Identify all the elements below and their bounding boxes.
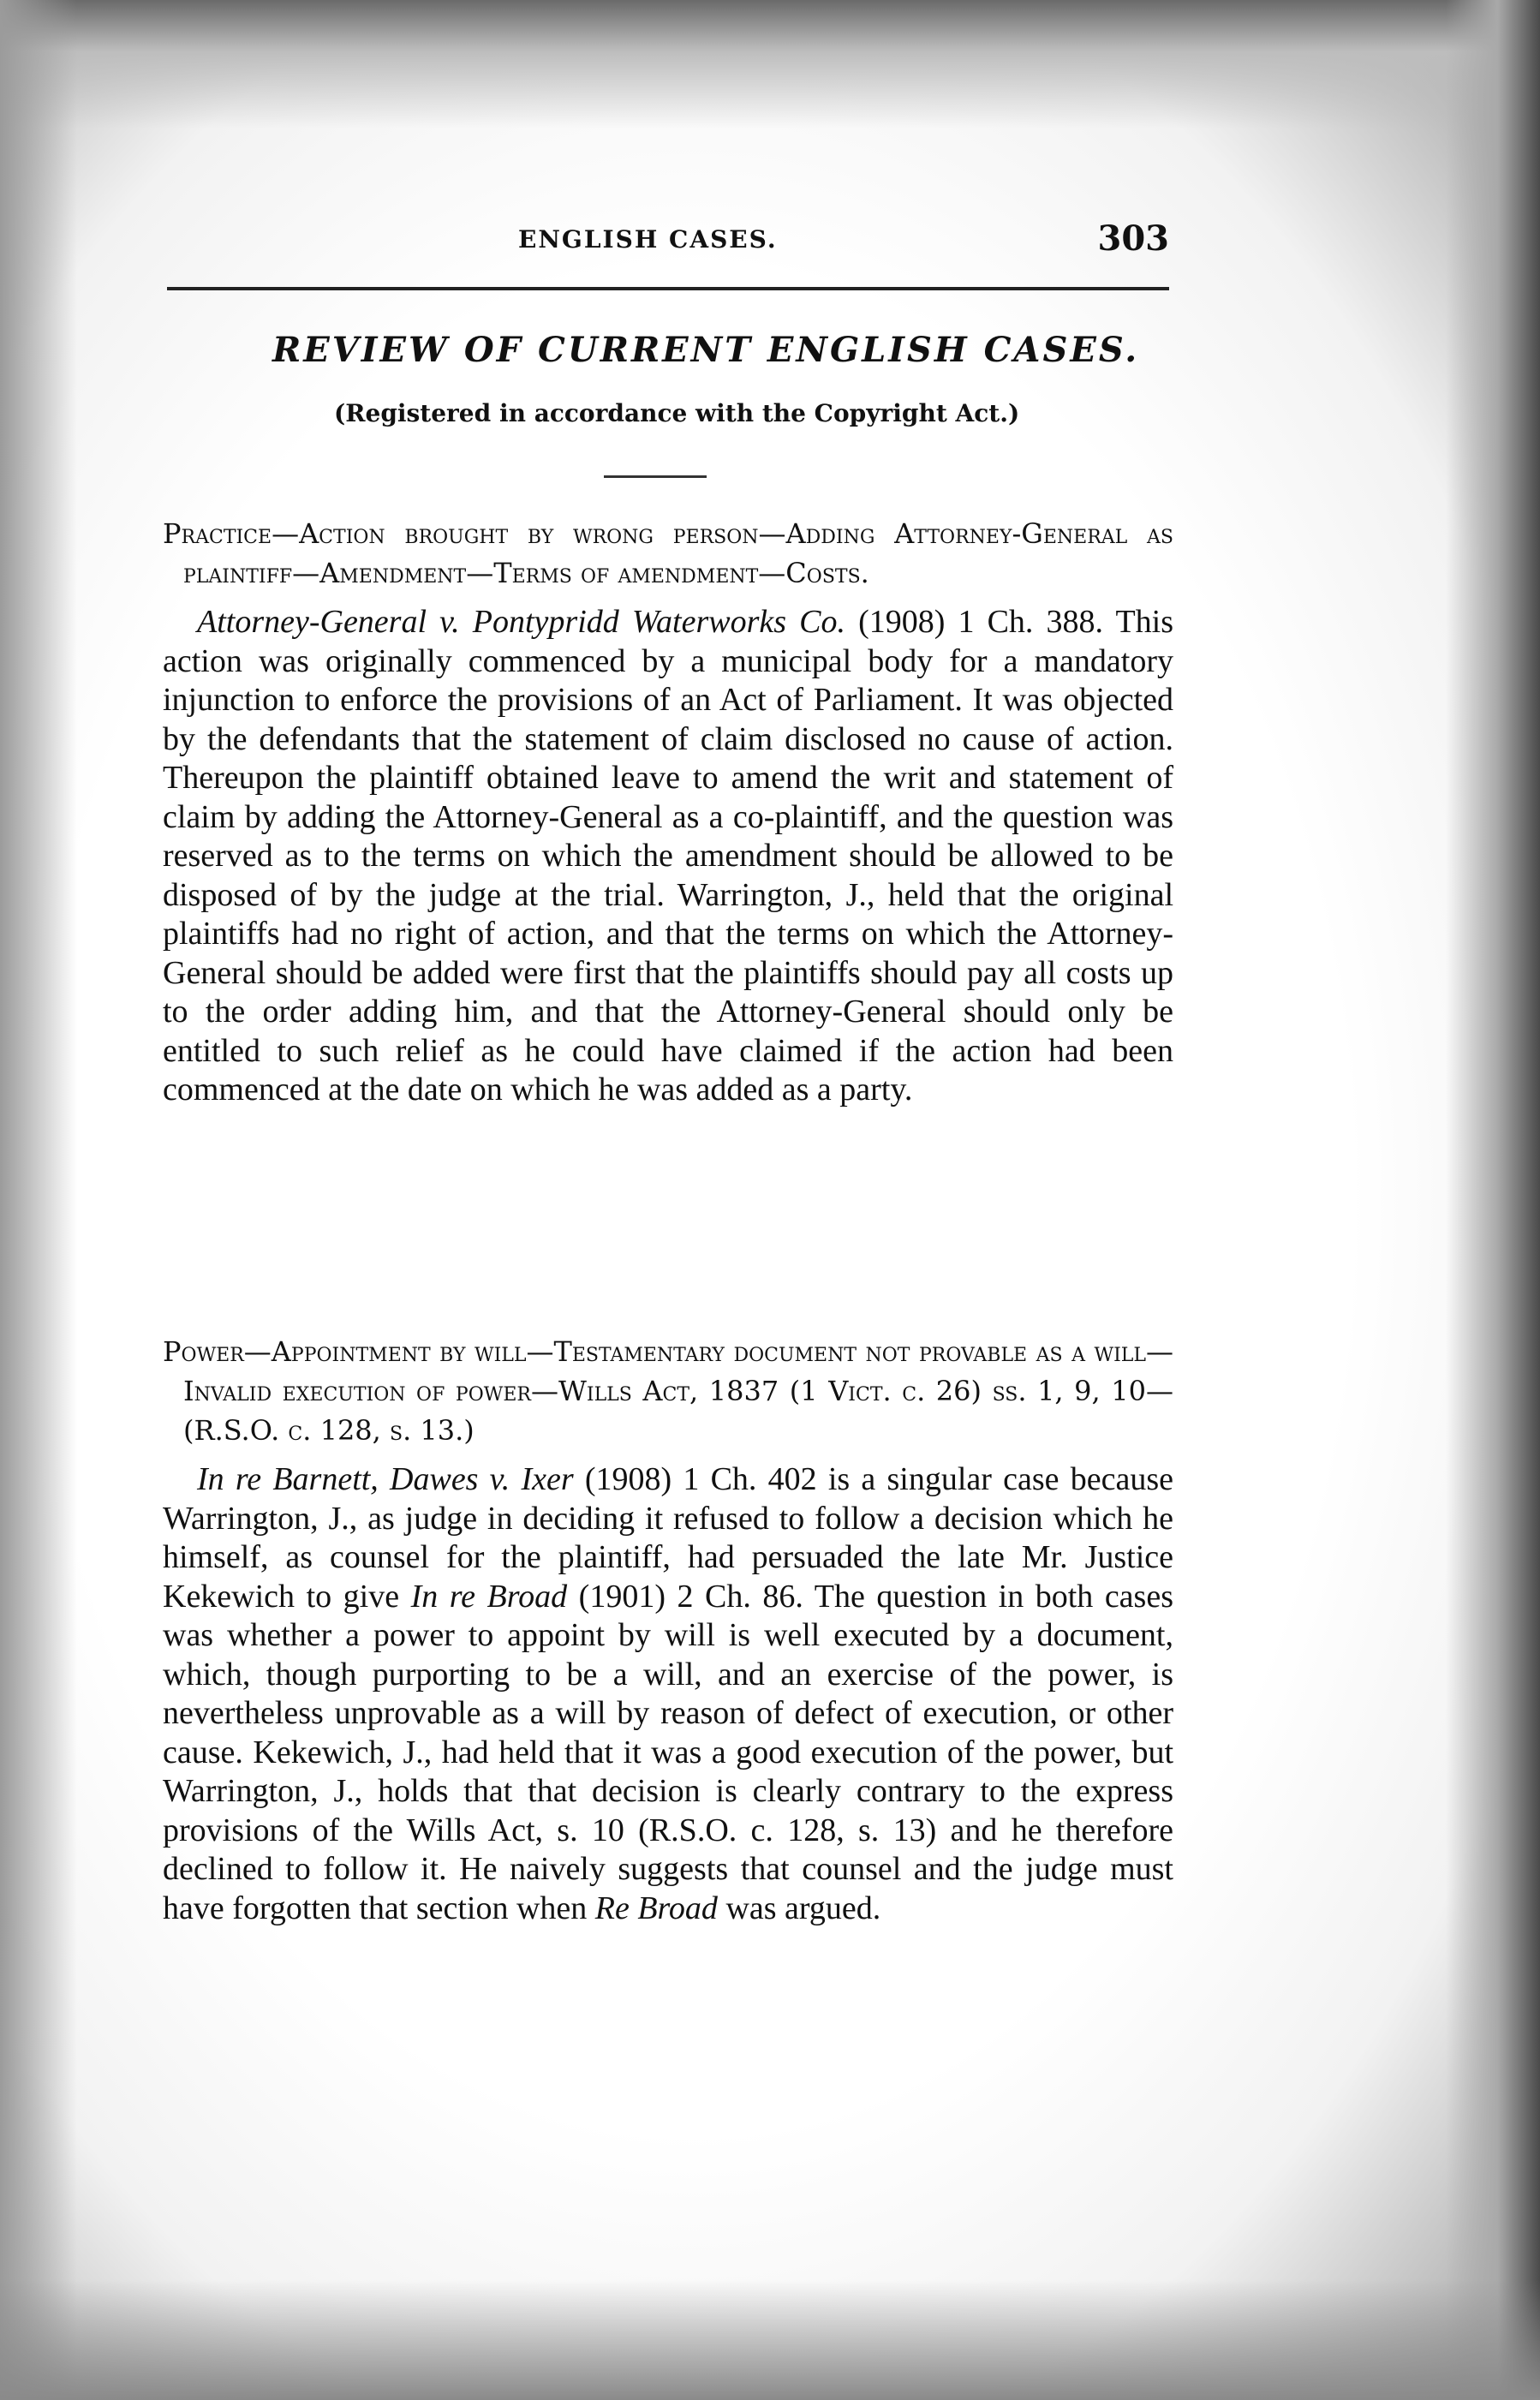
page-number: 303 — [1097, 218, 1169, 259]
section-title: REVIEW OF CURRENT ENGLISH CASES. — [272, 330, 1140, 370]
scan-shadow-top — [0, 0, 1540, 128]
case-entry — [163, 1332, 1173, 1928]
case-text: was argued. — [717, 1890, 881, 1926]
case-name: Attorney-General v. Pontypridd Waterworks Co. — [197, 604, 845, 640]
case-headnote: Power—Appointment by will—Testamentary document not provable as a will—Invalid execution of power—Wills Act, 1837 (1 Vict. c. 26) ss. 1, 9, 10—(R.S.O. c. 128, s. 13.) — [163, 1335, 1173, 1447]
scan-shadow-right — [1446, 0, 1540, 2400]
copyright-note: (Registered in accordance with the Copyright Act.) — [334, 399, 1020, 427]
case-entry — [163, 514, 1173, 1110]
header-rule — [167, 287, 1169, 290]
case-text: (1901) 2 Ch. 86. The question in both cases was whether a power to appoint by will is well executed by a document, which, though purporting to be a will, and an exercise of the power, is nevertheless unprovable as a will by reason of defect of execution, or other cause. Kekewich, J., had held that it was a good execution of the power, but Warrington, J., holds that that decision is clearly contrary to the express provisions of the Wills Act, s. 10 (R.S.O. c. 128, s. 13) and he therefore declined to follow it. He naively suggests that counsel and the judge must have forgotten that section when — [163, 1578, 1173, 1926]
case-name: In re Barnett, Dawes v. Ixer — [197, 1461, 574, 1497]
case-text: is a singular case because Warrington, J., as judge in deciding it refused to follow a decision which he himself, as counsel for the plaintiff, had persuaded the late Mr. Justice Kekewich to give — [163, 1461, 1174, 1615]
cited-case-name: In re Broad — [410, 1578, 568, 1615]
case-headnote: Practice—Action brought by wrong person—Adding Attorney-General as plaintiff—Amendment—Terms of amendment—Costs. — [163, 517, 1173, 589]
running-head — [167, 218, 1169, 270]
case-text: This action was originally commenced by a municipal body for a mandatory injunction to enforce the provisions of an Act of Parliament. It was objected by the defendants that the statement of claim disclosed no cause of action. Thereupon the plaintiff obtained leave to amend the writ and statement of claim by adding the Attorney-General as a co-plaintiff, and the question was reserved as to the terms on which the amendment should be allowed to be disposed of by the judge at the trial. Warrington, J., held that the original plaintiffs had no right of action, and that the terms on which the Attorney-General should be added were first that the plaintiffs should pay all costs up to the order adding him, and that the Attorney-General should only be entitled to such relief as he could have claimed if the action had been commenced at the date on which he was added as a party. — [163, 604, 1174, 1107]
case-citation: (1908) 1 Ch. 388. — [845, 604, 1104, 640]
scan-shadow-bottom — [0, 2280, 1540, 2400]
case-body — [163, 1460, 1173, 1928]
section-divider — [604, 475, 707, 478]
case-body — [163, 603, 1173, 1110]
cited-case-name: Re Broad — [594, 1890, 718, 1926]
running-title: ENGLISH CASES. — [518, 225, 778, 254]
case-citation: (1908) 1 Ch. 402 — [573, 1461, 817, 1497]
scan-shadow-left — [0, 0, 77, 2400]
